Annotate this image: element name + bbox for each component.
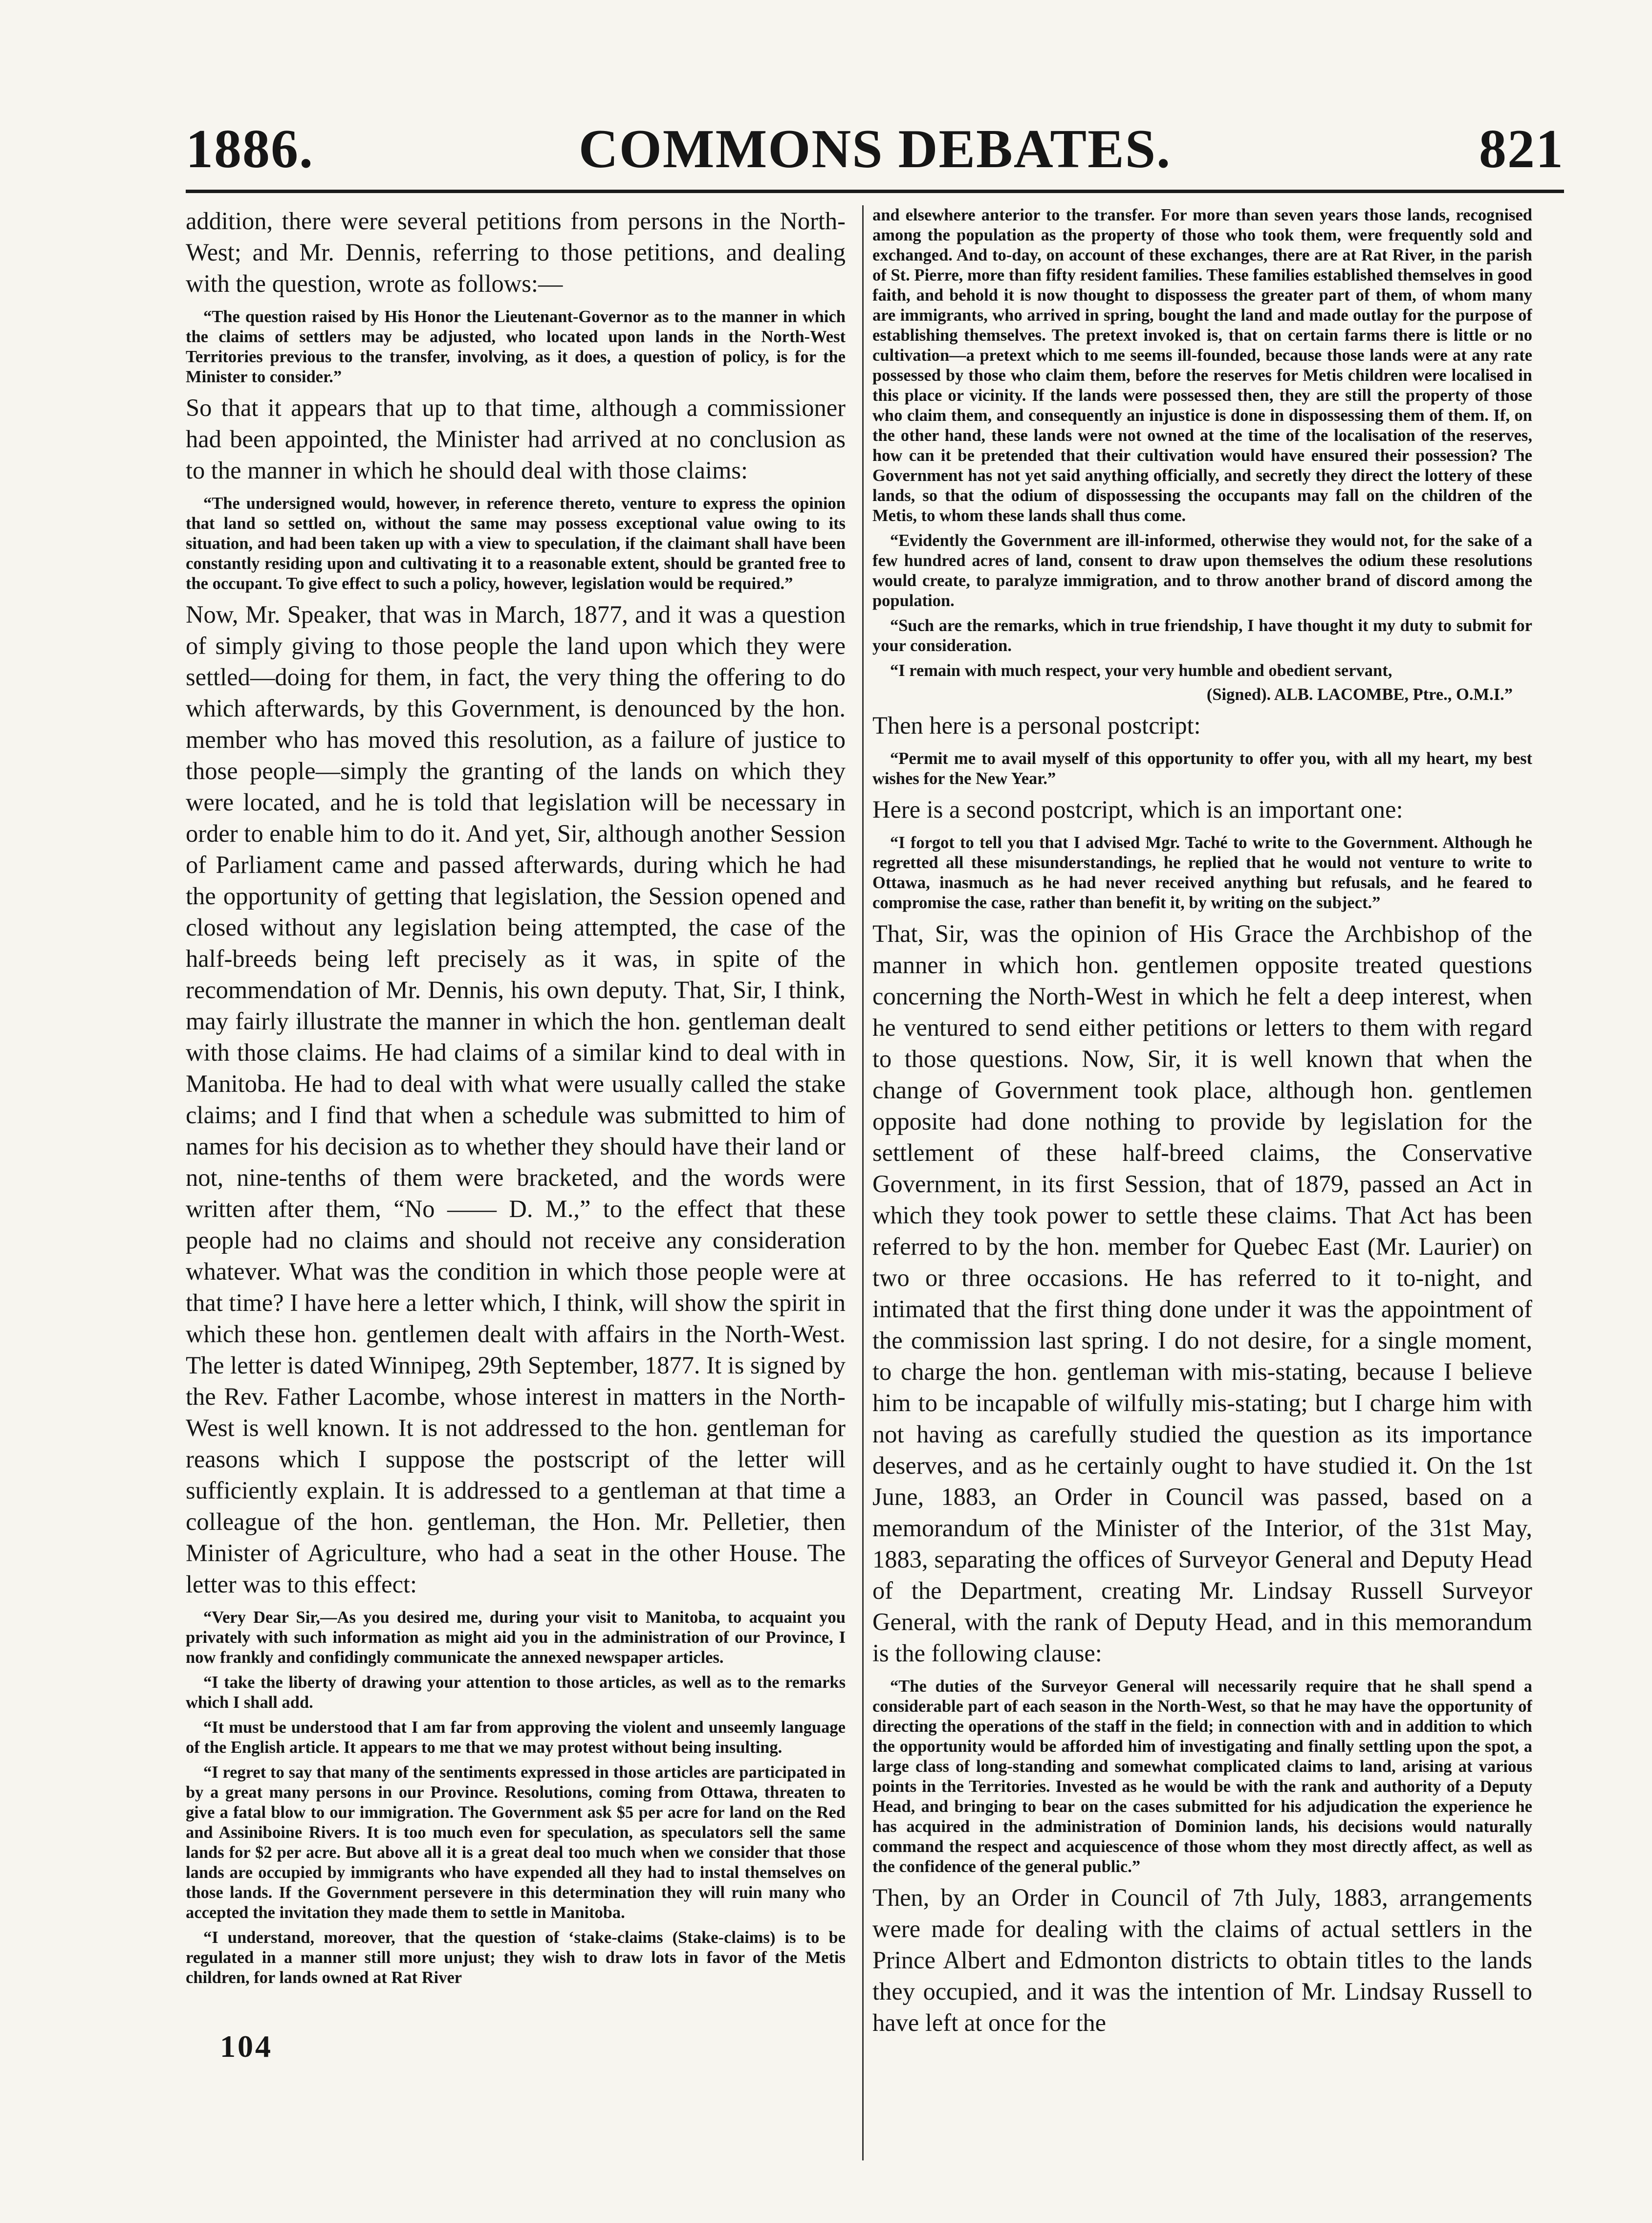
letter-paragraph: “Such are the remarks, which in true friendship, I have thought it my duty to submit for your consideration.	[872, 616, 1532, 655]
header-title: COMMONS DEBATES.	[578, 119, 1172, 179]
paragraph: addition, there were several petitions from persons in the North-West; and Mr. Dennis, referring to those petitions, and dealing with the question, wrote as follows:—	[186, 207, 846, 297]
quotation: “The undersigned would, however, in reference thereto, venture to express the opinion that land so settled on, without the same may possess exceptional value owing to its situation, and had been taken up with a view to speculation, if the claimant shall have been constantly residing upon and cultivating it to a reasonable extent, should be granted free to the occupant. To give effect to such a policy, however, legislation would be required.”	[186, 494, 846, 593]
left-column	[186, 205, 846, 2160]
letter-paragraph: “I remain with much respect, your very humble and obedient servant,	[890, 661, 1392, 680]
quotation: “Permit me to avail myself of this opportunity to offer you, with all my heart, my best wishes for the New Year.”	[872, 749, 1532, 788]
header-page-number: 821	[1479, 119, 1564, 179]
paragraph: Then here is a personal postcript:	[872, 712, 1201, 739]
letter-paragraph: “It must be understood that I am far from approving the violent and unseemly language of the English article. It appears to me that we may protest without being insulting.	[186, 1718, 846, 1757]
signature-mark: 104	[220, 2029, 273, 2064]
right-column	[872, 205, 1532, 2160]
paragraph: Now, Mr. Speaker, that was in March, 1877, and it was a question of simply giving to those people the land upon which they were settled—doing for them, in fact, the very thing the offering to do which afterwards, by this Government, is denounced by the hon. member who has moved this resolution, as a failure of justice to those people—simply the granting of the lands on which they were located, and he is told that legislation will be necessary in order to enable him to do it. And yet, Sir, although another Session of Parliament came and passed afterwards, during which he had the opportunity of getting that legislation, the Session opened and closed without any legislation being attempted, the case of the half-breeds being left precisely as it was, in spite of the recommendation of Mr. Dennis, his own deputy. That, Sir, I think, may fairly illustrate the manner in which the hon. gentleman dealt with those claims. He had claims of a similar kind to deal with in Manitoba. He had to deal with what were usually called the stake claims; and I find that when a schedule was submitted to him of names for his decision as to whether they should have their land or not, nine-tenths of them were bracketed, and the words were written after them, “No —— D. M.,” to the effect that these people had no claims and should not receive any consideration whatever. What was the condition in which those people were at that time? I have here a letter which, I think, will show the spirit in which these hon. gentlemen dealt with affairs in the North-West. The letter is dated Winnipeg, 29th September, 1877. It is signed by the Rev. Father Lacombe, whose interest in matters in the North-West is well known. It is not addressed to the hon. gentleman for reasons which I suppose the postscript of the letter will sufficiently explain. It is addressed to a gentleman at that time a colleague of the hon. gentleman, the Hon. Mr. Pelletier, then Minister of Agriculture, who had a seat in the other House. The letter was to this effect:	[186, 601, 846, 1598]
header-rule	[186, 190, 1564, 193]
letter-paragraph: “Very Dear Sir,—As you desired me, during your visit to Manitoba, to acquaint you privately with such information as might aid you in the administration of our Province, I now frankly and confidingly communicate the annexed newspaper articles.	[186, 1608, 846, 1667]
quotation: “The question raised by His Honor the Lieutenant-Governor as to the manner in which the claims of settlers may be adjusted, who located upon lands in the North-West Territories previous to the transfer, involving, as it does, a question of policy, is for the Minister to consider.”	[186, 307, 846, 386]
page-header	[186, 117, 1564, 181]
letter-paragraph: “I regret to say that many of the sentiments expressed in those articles are participated in by a great many persons in our Province. Resolutions, coming from Ottawa, threaten to give a fatal blow to our immigration. The Government ask $5 per acre for land on the Red and Assiniboine Rivers. It is too much even for speculation, as speculators sell the same lands for $2 per acre. But above all it is a great deal too much when we consider that those lands are occupied by immigrants who have expended all they had to instal themselves on those lands. If the Government persevere in this determination they will ruin many who accepted the invitation they made them to settle in Manitoba.	[186, 1763, 846, 1922]
paragraph: Here is a second postcript, which is an important one:	[872, 796, 1403, 823]
paragraph: That, Sir, was the opinion of His Grace the Archbishop of the manner in which hon. gentlemen opposite treated questions concerning the North-West in which he felt a deep interest, when he ventured to send either petitions or letters to them with regard to those questions. Now, Sir, it is well known that when the change of Government took place, although hon. gentlemen opposite had done nothing to provide by legislation for the settlement of these half-breed claims, the Conservative Government, in its first Session, that of 1879, passed an Act in which they took power to settle these claims. That Act has been referred to by the hon. member for Quebec East (Mr. Laurier) on two or three occasions. He has referred to it to-night, and intimated that the first thing done under it was the appointment of the commission last spring. I do not desire, for a single moment, to charge the hon. gentleman with mis-stating, because I believe him to be incapable of wilfully mis-stating; but I charge him with not having as carefully studied the question as its importance deserves, and as he certainly ought to have studied it. On the 1st June, 1883, an Order in Council was passed, based on a memorandum of the Minister of the Interior, of the 31st May, 1883, separating the offices of Surveyor General and Deputy Head of the Department, creating Mr. Lindsay Russell Surveyor General, with the rank of Deputy Head, and in this memorandum is the following clause:	[872, 920, 1532, 1667]
quotation: “I forgot to tell you that I advised Mgr. Taché to write to the Government. Although he regretted all these misunderstandings, he replied that he would not venture to write to Ottawa, inasmuch as he had never received anything but refusals, and he feared to compromise the case, rather than benefit it, by writing on the subject.”	[872, 833, 1532, 912]
column-divider	[862, 205, 864, 2160]
letter-paragraph: “Evidently the Government are ill-informed, otherwise they would not, for the sake of a few hundred acres of land, consent to draw upon themselves the odium these resolutions would create, to paralyze immigration, and to throw another brand of discord among the population.	[872, 531, 1532, 610]
paragraph: Then, by an Order in Council of 7th July, 1883, arrangements were made for dealing with the claims of actual settlers in the Prince Albert and Edmonton districts to obtain titles to the lands they occupied, and it was the intention of Mr. Lindsay Russell to have left at once for the	[872, 1884, 1532, 2036]
letter-paragraph: and elsewhere anterior to the transfer. For more than seven years those lands, recognised among the population as the property of those who took them, were frequently sold and exchanged. And to-day, on account of these exchanges, there are at Rat River, in the parish of St. Pierre, more than fifty resident families. These families established themselves in good faith, and behold it is now thought to dispossess the greater part of them, of whom many are immigrants, who arrived in spring, bought the land and made outlay for the purpose of establishing themselves. The pretext invoked is, that on certain farms there is little or no cultivation—a pretext which to me seems ill-founded, because those lands were at any rate possessed by those who claim them, before the reserves for Metis children were localised in this place or vicinity. If the lands were possessed then, they are still the property of those who claim them, and consequently an injustice is done in dispossessing them of them. If, on the other hand, these lands were not owned at the time of the localisation of the reserves, how can it be pretended that their cultivation would have ensured their possession? The Government has not yet said anything officially, and secretly they direct the lottery of these lands, so that the odium of dispossessing the occupants may fall on the children of the Metis, to whom these lands shall thus come.	[872, 206, 1532, 525]
quotation: “The duties of the Surveyor General will necessarily require that he shall spend a considerable part of each season in the North-West, so that he may have the opportunity of directing the operations of the staff in the field; in connection with and in addition to which the opportunity would be afforded him of investigating and finally settling upon the spot, a large class of long-standing and somewhat complicated claims to land, arising at various points in the Territories. Invested as he would be with the rank and authority of a Deputy Head, and bringing to bear on the cases submitted for his adjudication the experience he has acquired in the administration of Dominion lands, his decisions would naturally command the respect and acquiescence of those whom they most directly affect, as well as the confidence of the general public.”	[872, 1677, 1532, 1876]
header-year: 1886.	[186, 119, 314, 179]
letter-paragraph: “I take the liberty of drawing your attention to those articles, as well as to the remarks which I shall add.	[186, 1673, 846, 1712]
letter-paragraph: “I understand, moreover, that the question of ‘stake-claims (Stake-claims) is to be regulated in a manner still more unjust; they wish to draw lots in favor of the Metis children, for lands owned at Rat River	[186, 1928, 846, 1987]
letter-signature: (Signed). ALB. LACOMBE, Ptre., O.M.I.”	[1206, 685, 1513, 704]
paragraph: So that it appears that up to that time, although a commissioner had been appointed, the Minister had arrived at no conclusion as to the manner in which he should deal with those claims:	[186, 394, 846, 484]
